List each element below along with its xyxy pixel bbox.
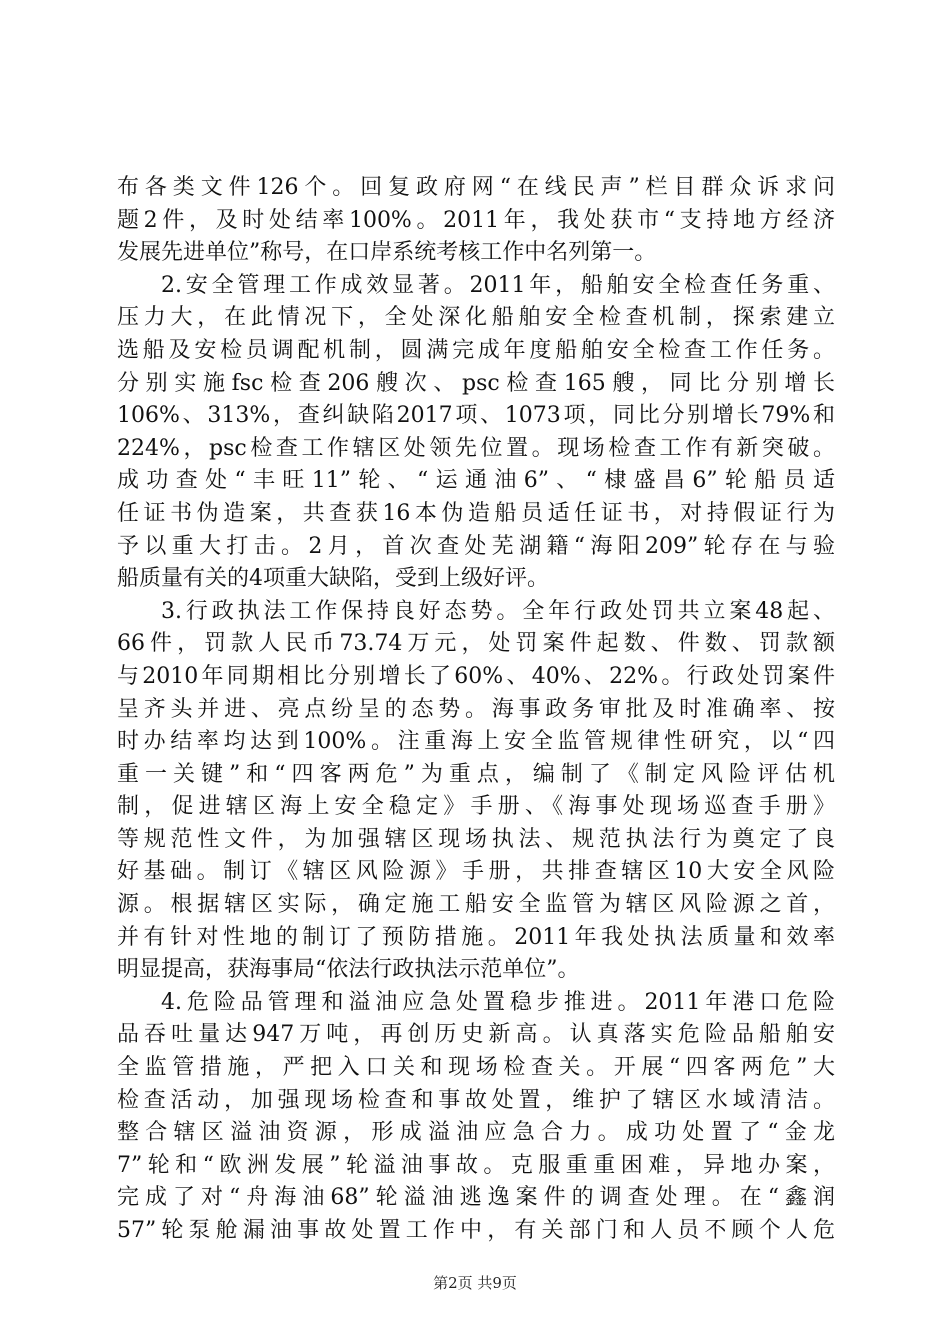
- text-line: 呈齐头并进、亮点纷呈的态势。海事政务审批及时准确率、按: [117, 696, 835, 722]
- text-line: 完成了对“舟海油68”轮溢油逃逸案件的调查处理。在“鑫润: [117, 1185, 835, 1211]
- page-footer: 第2页 共9页: [433, 1274, 517, 1292]
- text-line: 布各类文件126个。回复政府网“在线民声”栏目群众诉求问: [117, 175, 835, 200]
- paragraph-start-line: 3.行政执法工作保持良好态势。全年行政处罚共立案48起、: [161, 598, 835, 624]
- text-line: 224%，psc检查工作辖区处领先位置。现场检查工作有新突破。: [117, 435, 835, 461]
- paragraph-start-line: 2.安全管理工作成效显著。2011年，船舶安全检查任务重、: [161, 272, 835, 298]
- text-line: 分别实施fsc检查206艘次、psc检查165艘，同比分别增长: [117, 370, 835, 396]
- paragraph-start-line: 4.危险品管理和溢油应急处置稳步推进。2011年港口危险: [161, 989, 835, 1015]
- text-line: 任证书伪造案，共查获16本伪造船员适任证书，对持假证行为: [117, 500, 835, 526]
- text-line: 压力大，在此情况下，全处深化船舶安全检查机制，探索建立: [117, 305, 835, 331]
- text-line: 重一关键”和“四客两危”为重点，编制了《制定风险评估机: [117, 761, 835, 787]
- text-line: 66件，罚款人民币73.74万元，处罚案件起数、件数、罚款额: [117, 631, 835, 657]
- text-line: 成功查处“丰旺11”轮、“运通油6”、“棣盛昌6”轮船员适: [117, 468, 835, 494]
- text-line: 选船及安检员调配机制，圆满完成年度船舶安全检查工作任务。: [117, 337, 835, 363]
- text-line: 57”轮泵舱漏油事故处置工作中，有关部门和人员不顾个人危: [117, 1218, 835, 1243]
- text-line: 全监管措施，严把入口关和现场检查关。开展“四客两危”大: [117, 1055, 835, 1081]
- text-line: 时办结率均达到100%。注重海上安全监管规律性研究，以“四: [117, 729, 835, 755]
- text-line: 好基础。制订《辖区风险源》手册，共排查辖区10大安全风险: [117, 859, 835, 885]
- text-line: 并有针对性地的制订了预防措施。2011年我处执法质量和效率: [117, 924, 835, 950]
- text-line: 题2件，及时处结率100%。2011年，我处获市“支持地方经济: [117, 207, 835, 233]
- text-line: 等规范性文件，为加强辖区现场执法、规范执法行为奠定了良: [117, 826, 835, 852]
- text-line: 与2010年同期相比分别增长了60%、40%、22%。行政处罚案件: [117, 663, 835, 689]
- text-line: 106%、313%，查纠缺陷2017项、1073项，同比分别增长79%和: [117, 403, 835, 429]
- text-line: 明显提高，获海事局“依法行政执法示范单位”。: [117, 957, 580, 983]
- text-line: 7”轮和“欧洲发展”轮溢油事故。克服重重困难，异地办案，: [117, 1152, 835, 1178]
- text-line: 船质量有关的4项重大缺陷，受到上级好评。: [117, 566, 549, 592]
- body-text: [117, 172, 835, 1248]
- text-line: 予以重大打击。2月，首次查处芜湖籍“海阳209”轮存在与验: [117, 533, 835, 559]
- text-line: 制，促进辖区海上安全稳定》手册、《海事处现场巡查手册》: [117, 794, 835, 820]
- text-line: 品吞吐量达947万吨，再创历史新高。认真落实危险品船舶安: [117, 1022, 835, 1048]
- text-line: 检查活动，加强现场检查和事故处置，维护了辖区水域清洁。: [117, 1087, 835, 1113]
- text-line: 源。根据辖区实际，确定施工船安全监管为辖区风险源之首，: [117, 892, 835, 918]
- text-line: 整合辖区溢油资源，形成溢油应急合力。成功处置了“金龙: [117, 1120, 835, 1146]
- text-line: 发展先进单位”称号，在口岸系统考核工作中名列第一。: [117, 240, 657, 266]
